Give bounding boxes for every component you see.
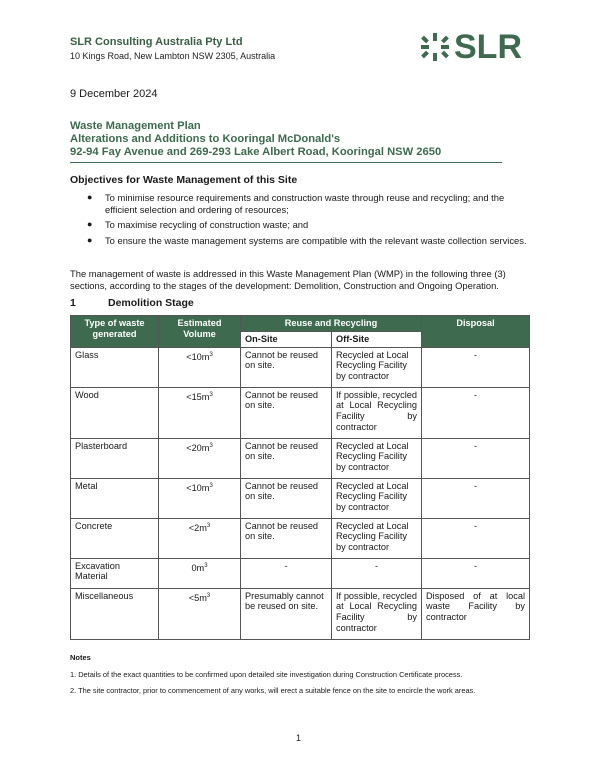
cell-volume: $<15m^3$	[159, 387, 241, 438]
cell-volume: $<20m^3$	[159, 438, 241, 478]
header-onsite: On-Site	[241, 331, 332, 347]
cell-offsite: Recycled at Local Recycling Facility by contractor	[332, 347, 422, 387]
list-item: ● To ensure the waste management systems are compatible with the relevant waste collection services.	[87, 234, 527, 246]
cell-onsite: Presumably cannot be reused on site.	[241, 588, 332, 639]
cell-onsite: Cannot be reused on site.	[241, 347, 332, 387]
project-title: Alterations and Additions to Kooringal McDonald's	[70, 133, 341, 145]
table-row	[71, 518, 530, 558]
cell-offsite: Recycled at Local Recycling Facility by contractor	[332, 478, 422, 518]
cell-disposal: -	[422, 518, 530, 558]
cell-type: Excavation Material	[71, 558, 159, 588]
title-block	[70, 120, 502, 163]
cell-volume: $<10m^3$	[159, 478, 241, 518]
list-item: ● To minimise resource requirements and construction waste through reuse and recycling; and the efficient selection and ordering of resources;	[87, 192, 505, 215]
cell-onsite: Cannot be reused on site.	[241, 478, 332, 518]
cell-type: Wood	[71, 387, 159, 438]
cell-offsite: If possible, recycled at Local Recycling Facility by contractor	[332, 588, 422, 639]
bullet-icon: ●	[87, 234, 93, 245]
cell-volume: $<10m^3$	[159, 347, 241, 387]
header-volume: Estimated Volume	[159, 316, 241, 348]
list-item: ● To maximise recycling of construction waste; and	[87, 219, 309, 231]
cell-offsite: -	[332, 558, 422, 588]
cell-offsite: Recycled at Local Recycling Facility by contractor	[332, 518, 422, 558]
cell-type: Concrete	[71, 518, 159, 558]
cell-offsite: Recycled at Local Recycling Facility by contractor	[332, 438, 422, 478]
table-row	[71, 478, 530, 518]
note-item: 1. Details of the exact quantities to be confirmed upon detailed site investigation during Construction Certificate process.	[70, 670, 463, 679]
cell-onsite: Cannot be reused on site.	[241, 518, 332, 558]
slr-logo	[420, 30, 530, 70]
intro-paragraph: The management of waste is addressed in this Waste Management Plan (WMP) in the following three (3) sections, according to the stages of the development: Demolition, Construction and Ongoing Operation.	[70, 268, 506, 291]
objectives-heading: Objectives for Waste Management of this Site	[70, 174, 298, 186]
cell-type: Plasterboard	[71, 438, 159, 478]
notes-heading: Notes	[70, 653, 91, 662]
table-row	[71, 347, 530, 387]
header-reuse: Reuse and Recycling	[241, 316, 422, 332]
cell-disposal: Disposed of at local waste Facility by contractor	[422, 588, 530, 639]
cell-type: Metal	[71, 478, 159, 518]
section-number: 1	[70, 297, 76, 309]
slr-logo-mark-icon	[420, 32, 450, 62]
document-title: Waste Management Plan	[70, 120, 201, 132]
bullet-icon: ●	[87, 219, 93, 230]
cell-disposal: -	[422, 438, 530, 478]
cell-disposal: -	[422, 558, 530, 588]
table-row	[71, 387, 530, 438]
cell-onsite: -	[241, 558, 332, 588]
cell-disposal: -	[422, 347, 530, 387]
cell-volume: $0m^3$	[159, 558, 241, 588]
cell-volume: $<2m^3$	[159, 518, 241, 558]
project-address: 92-94 Fay Avenue and 269-293 Lake Albert Road, Kooringal NSW 2650	[70, 146, 442, 158]
objectives-list	[85, 192, 535, 250]
cell-onsite: Cannot be reused on site.	[241, 387, 332, 438]
section-title: Demolition Stage	[108, 297, 194, 309]
cell-onsite: Cannot be reused on site.	[241, 438, 332, 478]
document-date: 9 December 2024	[70, 88, 158, 100]
table-row	[71, 588, 530, 639]
company-address: 10 Kings Road, New Lambton NSW 2305, Australia	[70, 51, 276, 61]
section-heading	[70, 297, 194, 309]
cell-offsite: If possible, recycled at Local Recycling Facility by contractor	[332, 387, 422, 438]
table-header-row	[71, 316, 530, 332]
header-type: Type of waste generated	[71, 316, 159, 348]
note-item: 2. The site contractor, prior to commencement of any works, will erect a suitable fence on the site to encircle the work areas.	[70, 686, 476, 695]
waste-table	[70, 315, 530, 640]
page-number: 1	[296, 733, 302, 743]
bullet-icon: ●	[87, 192, 93, 202]
header-offsite: Off-Site	[332, 331, 422, 347]
cell-type: Glass	[71, 347, 159, 387]
cell-disposal: -	[422, 387, 530, 438]
table-row	[71, 558, 530, 588]
company-name: SLR Consulting Australia Pty Ltd	[70, 36, 243, 48]
table-row	[71, 438, 530, 478]
cell-volume: $<5m^3$	[159, 588, 241, 639]
cell-disposal: -	[422, 478, 530, 518]
cell-type: Miscellaneous	[71, 588, 159, 639]
slr-logo-text: SLR	[454, 28, 522, 66]
header-disposal: Disposal	[422, 316, 530, 348]
